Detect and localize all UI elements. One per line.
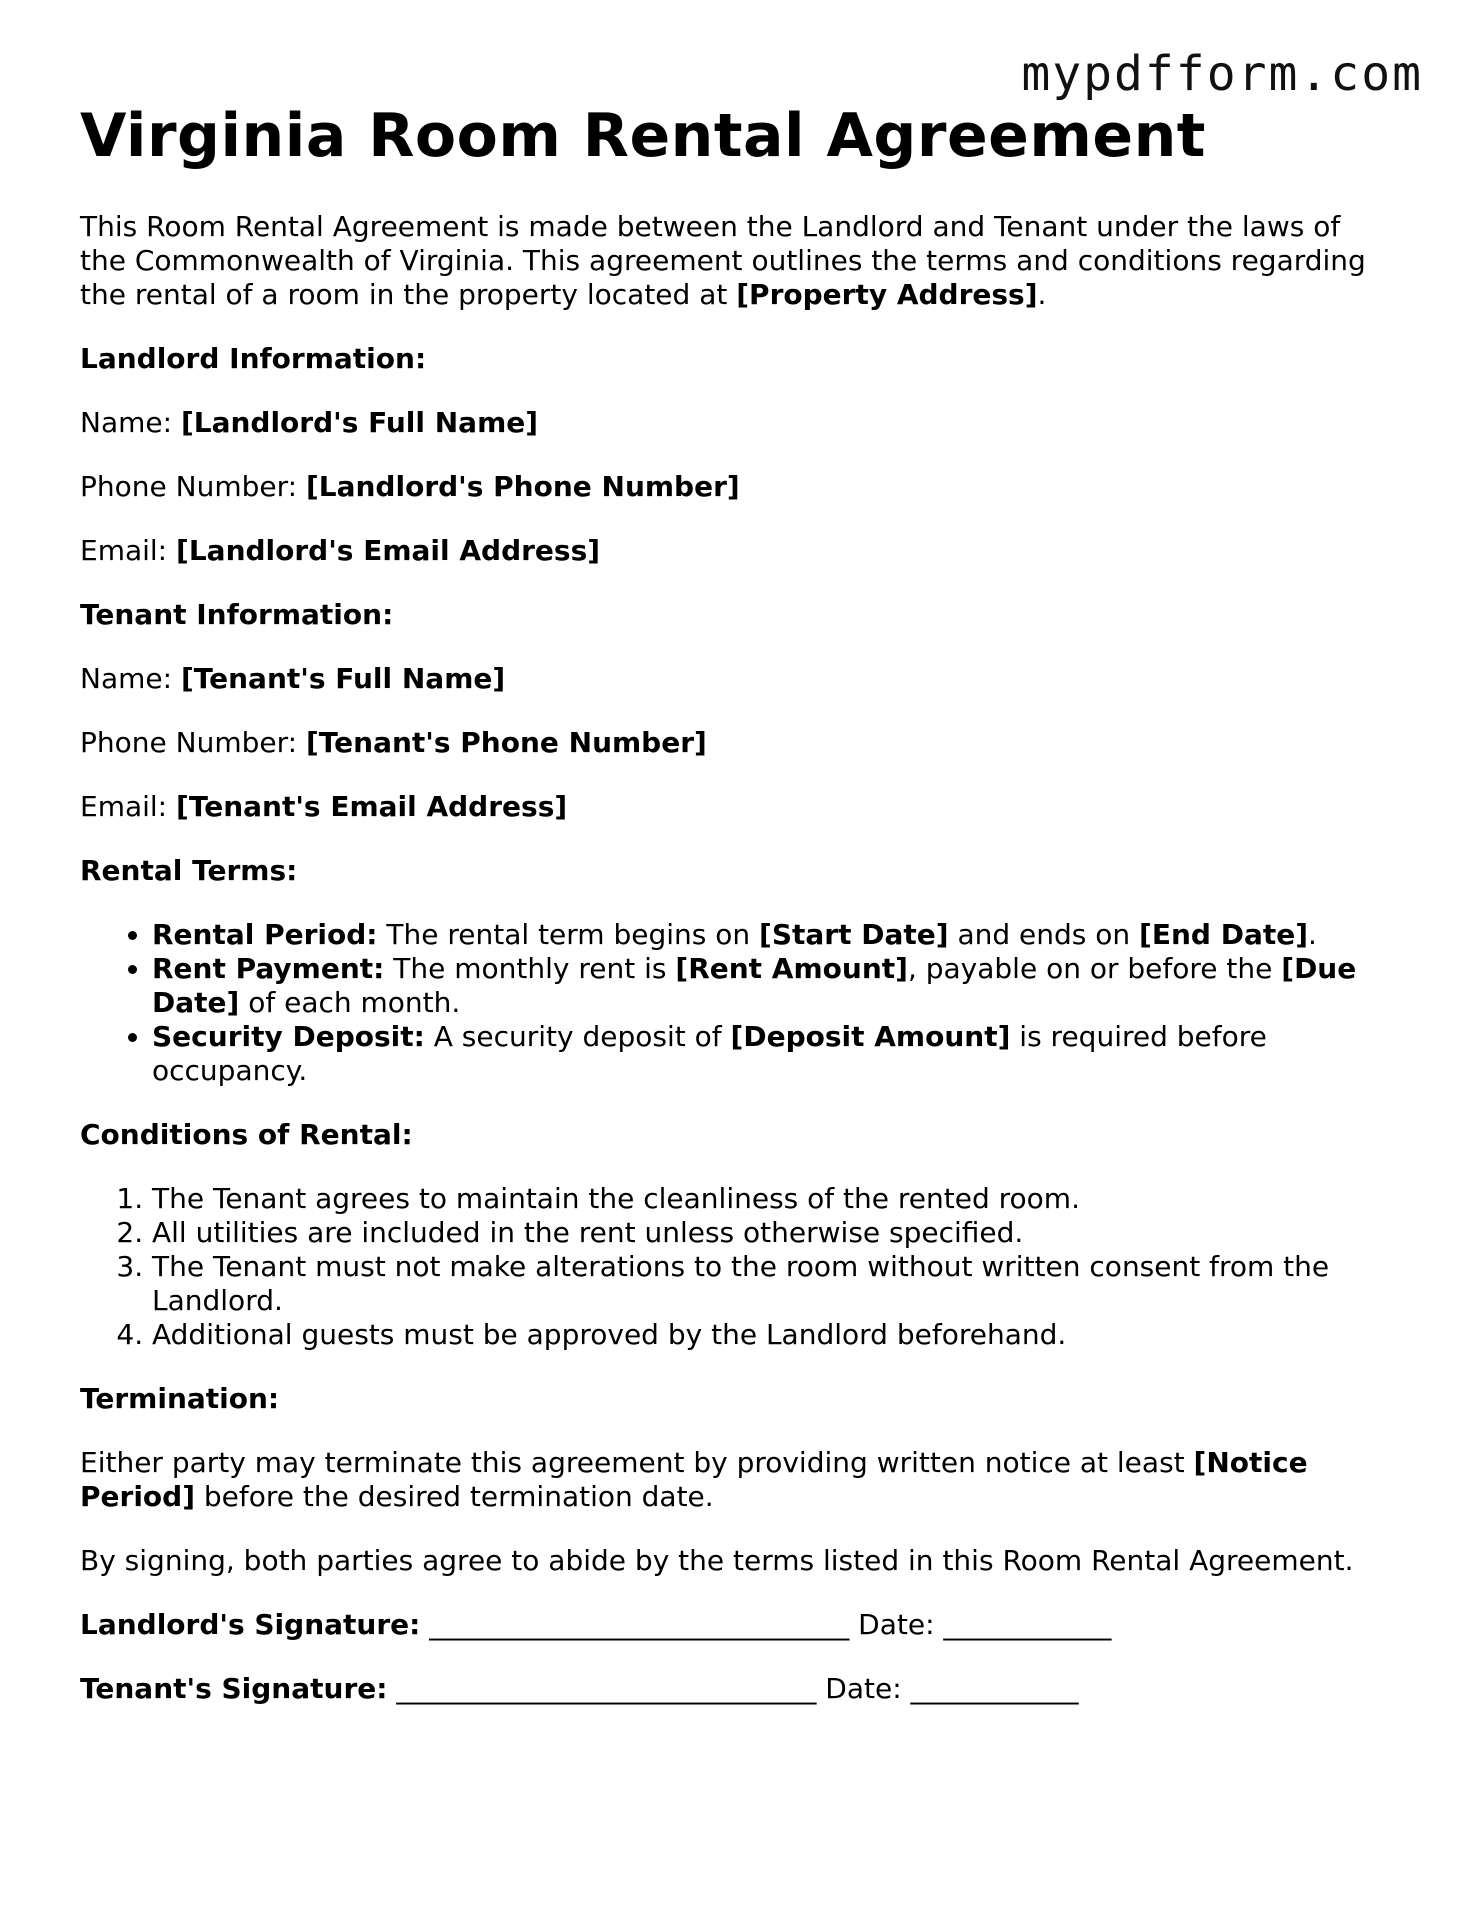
landlord-phone-field bbox=[80, 470, 1390, 504]
conditions-list bbox=[80, 1182, 1390, 1352]
tenant-name-label: Name: bbox=[80, 662, 181, 695]
list-item bbox=[152, 1020, 1390, 1088]
landlord-email-field bbox=[80, 534, 1390, 568]
landlord-name-field bbox=[80, 406, 1390, 440]
notice-period-placeholder: [Notice Period] bbox=[80, 1446, 1308, 1513]
landlord-signature-line bbox=[80, 1608, 1390, 1642]
landlord-date-label: Date: bbox=[858, 1608, 944, 1641]
tenant-phone-field bbox=[80, 726, 1390, 760]
start-date-placeholder: [Start Date] bbox=[759, 918, 949, 951]
closing-statement: By signing, both parties agree to abide by the terms listed in this Room Rental Agreement. bbox=[80, 1544, 1354, 1577]
landlord-email-value: [Landlord's Email Address] bbox=[176, 534, 601, 567]
rental-terms-heading: Rental Terms: bbox=[80, 854, 298, 887]
landlord-name-value: [Landlord's Full Name] bbox=[180, 406, 539, 439]
intro-paragraph bbox=[80, 210, 1390, 312]
tenant-name-value: [Tenant's Full Name] bbox=[180, 662, 506, 695]
list-item: 3. The Tenant must not make alterations to the room without written consent from the Landlord. bbox=[152, 1250, 1390, 1318]
rent-payment-text-2: , payable on or before the bbox=[907, 952, 1282, 985]
landlord-heading: Landlord Information: bbox=[80, 342, 427, 375]
landlord-signature-blank[interactable]: ______________________________ bbox=[420, 1608, 859, 1641]
tenant-phone-label: Phone Number: bbox=[80, 726, 306, 759]
document-page bbox=[80, 100, 1390, 1706]
tenant-heading: Tenant Information: bbox=[80, 598, 394, 631]
landlord-date-blank[interactable]: ____________ bbox=[943, 1608, 1112, 1641]
tenant-phone-value: [Tenant's Phone Number] bbox=[305, 726, 707, 759]
security-deposit-label: Security Deposit: bbox=[152, 1020, 425, 1053]
end-date-placeholder: [End Date] bbox=[1139, 918, 1309, 951]
list-item: 1. The Tenant agrees to maintain the cleanliness of the rented room. bbox=[152, 1182, 1390, 1216]
list-item: 2. All utilities are included in the rent unless otherwise specified. bbox=[152, 1216, 1390, 1250]
tenant-signature-line bbox=[80, 1672, 1390, 1706]
security-deposit-end: is required before occupancy. bbox=[152, 1020, 1267, 1087]
tenant-email-label: Email: bbox=[80, 790, 177, 823]
rent-payment-text: The monthly rent is bbox=[384, 952, 676, 985]
rental-terms-list bbox=[80, 918, 1390, 1088]
landlord-phone-label: Phone Number: bbox=[80, 470, 306, 503]
list-item bbox=[152, 952, 1390, 1020]
landlord-email-label: Email: bbox=[80, 534, 177, 567]
security-deposit-text: A security deposit of bbox=[424, 1020, 731, 1053]
deposit-amount-placeholder: [Deposit Amount] bbox=[730, 1020, 1011, 1053]
rent-amount-placeholder: [Rent Amount] bbox=[675, 952, 908, 985]
termination-paragraph bbox=[80, 1446, 1390, 1514]
due-date-placeholder: [Due Date] bbox=[152, 952, 1357, 1019]
tenant-signature-label: Tenant's Signature: bbox=[80, 1672, 388, 1705]
rental-period-end: . bbox=[1308, 918, 1317, 951]
termination-text: Either party may terminate this agreement by providing written notice at least bbox=[80, 1446, 1194, 1479]
landlord-phone-value: [Landlord's Phone Number] bbox=[305, 470, 740, 503]
termination-heading: Termination: bbox=[80, 1382, 280, 1415]
tenant-signature-blank[interactable]: ______________________________ bbox=[387, 1672, 826, 1705]
conditions-heading: Conditions of Rental: bbox=[80, 1118, 413, 1151]
tenant-date-blank[interactable]: ____________ bbox=[910, 1672, 1079, 1705]
rental-period-label: Rental Period: bbox=[152, 918, 378, 951]
termination-text-2: before the desired termination date. bbox=[195, 1480, 714, 1513]
rental-period-text: The rental term begins on bbox=[377, 918, 760, 951]
tenant-email-field bbox=[80, 790, 1390, 824]
property-address-placeholder: [Property Address] bbox=[736, 278, 1038, 311]
landlord-name-label: Name: bbox=[80, 406, 181, 439]
tenant-name-field bbox=[80, 662, 1390, 696]
tenant-date-label: Date: bbox=[825, 1672, 911, 1705]
rent-payment-label: Rent Payment: bbox=[152, 952, 385, 985]
landlord-signature-label: Landlord's Signature: bbox=[80, 1608, 421, 1641]
intro-text: This Room Rental Agreement is made between the Landlord and Tenant under the laws of the Commonwealth of Virginia. This agreement outlines the terms and conditions regarding the rental of a room in the property located at bbox=[80, 210, 1366, 311]
document-title: Virginia Room Rental Agreement bbox=[80, 101, 1206, 171]
intro-end: . bbox=[1037, 278, 1047, 311]
list-item bbox=[152, 918, 1390, 952]
rent-payment-end: of each month. bbox=[239, 986, 461, 1019]
list-item: 4. Additional guests must be approved by the Landlord beforehand. bbox=[152, 1318, 1390, 1352]
rental-period-text-2: and ends on bbox=[948, 918, 1140, 951]
tenant-email-value: [Tenant's Email Address] bbox=[176, 790, 568, 823]
watermark: mypdfform.com bbox=[1021, 46, 1423, 102]
